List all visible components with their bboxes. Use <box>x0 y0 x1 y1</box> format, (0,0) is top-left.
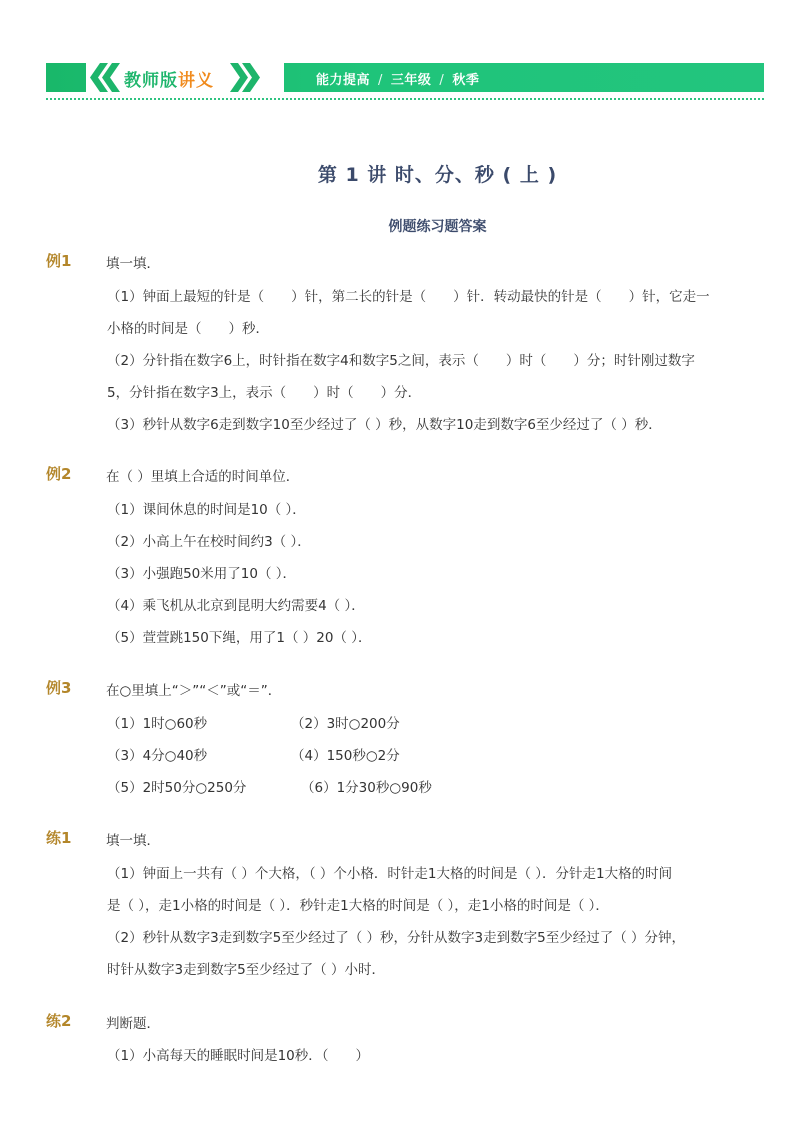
compare-item: （2）3时○200分 <box>291 716 400 732</box>
question-line: 小格的时间是（ ）秒． <box>107 321 269 337</box>
question-line: （4）乘飞机从北京到昆明大约需要4（ ）． <box>107 598 365 614</box>
teacher-edition-badge <box>124 66 214 91</box>
question-line: （3）秒针从数字6走到数字10至少经过了（ ）秒，从数字10走到数字6至少经过了（ ）秒． <box>107 417 662 433</box>
breadcrumb-separator: / <box>378 73 383 88</box>
practice-2-label: 练2 <box>46 1012 72 1030</box>
practice-1-label: 练1 <box>46 829 72 847</box>
badge-text-part1: 教师版 <box>124 71 178 91</box>
badge-text-part2: 讲义 <box>178 71 214 91</box>
page-title: 第 1 讲 时、分、秒 ( 上 ) <box>317 164 558 186</box>
question-line: 是（ ），走1小格的时间是（ ）．秒针走1大格的时间是（ ），走1小格的时间是（ ）． <box>107 898 609 914</box>
question-line: （1）钟面上最短的针是（ ）针，第二长的针是（ ）针．转动最快的针是（ ）针，它走一 <box>107 289 710 305</box>
compare-item: （6）1分30秒○90秒 <box>301 780 432 796</box>
chevron-left-icon <box>84 63 126 92</box>
example-3-stem: 在○里填上“＞”“＜”或“＝”． <box>106 683 282 699</box>
question-line: 5，分针指在数字3上，表示（ ）时（ ）分． <box>107 385 422 401</box>
compare-item: （4）150秒○2分 <box>291 748 400 764</box>
example-2-stem: 在（ ）里填上合适的时间单位． <box>106 469 300 485</box>
breadcrumb-item: 三年级 <box>390 73 432 88</box>
compare-item: （1）1时○60秒 <box>107 716 208 732</box>
question-line: （1）小高每天的睡眠时间是10秒．（ ） <box>107 1048 370 1064</box>
chevron-right-icon <box>224 63 266 92</box>
question-line: 时针从数字3走到数字5至少经过了（ ）小时． <box>107 962 385 978</box>
question-line: （1）课间休息的时间是10（ ）． <box>107 502 306 518</box>
breadcrumb-item: 能力提高 <box>316 73 371 88</box>
header-banner <box>46 63 764 92</box>
question-line: （2）小高上午在校时间约3（ ）． <box>107 534 311 550</box>
example-2-label: 例2 <box>46 465 72 483</box>
practice-2-stem: 判断题． <box>106 1016 160 1032</box>
question-line: （1）钟面上一共有（ ）个大格，（ ）个小格．时针走1大格的时间是（ ）．分针走1大格的时间 <box>107 866 673 882</box>
breadcrumb <box>316 69 479 88</box>
question-line: （5）萱萱跳150下绳，用了1（ ）20（ ）． <box>107 630 372 646</box>
page-subtitle: 例题练习题答案 <box>388 219 487 235</box>
question-line: （2）分针指在数字6上，时针指在数字4和数字5之间，表示（ ）时（ ）分；时针刚过数字 <box>107 353 695 369</box>
breadcrumb-item: 秋季 <box>452 73 480 88</box>
practice-1-stem: 填一填． <box>106 833 160 849</box>
compare-item: （3）4分○40秒 <box>107 748 208 764</box>
example-1-stem: 填一填． <box>106 256 160 272</box>
compare-item: （5）2时50分○250分 <box>107 780 247 796</box>
example-3-label: 例3 <box>46 679 72 697</box>
example-1-label: 例1 <box>46 252 72 270</box>
question-line: （3）小强跑50米用了10（ ）． <box>107 566 296 582</box>
header-divider <box>46 98 764 100</box>
question-line: （2）秒针从数字3走到数字5至少经过了（ ）秒，分针从数字3走到数字5至少经过了（ ）分钟， <box>107 930 686 946</box>
breadcrumb-separator: / <box>439 73 445 88</box>
